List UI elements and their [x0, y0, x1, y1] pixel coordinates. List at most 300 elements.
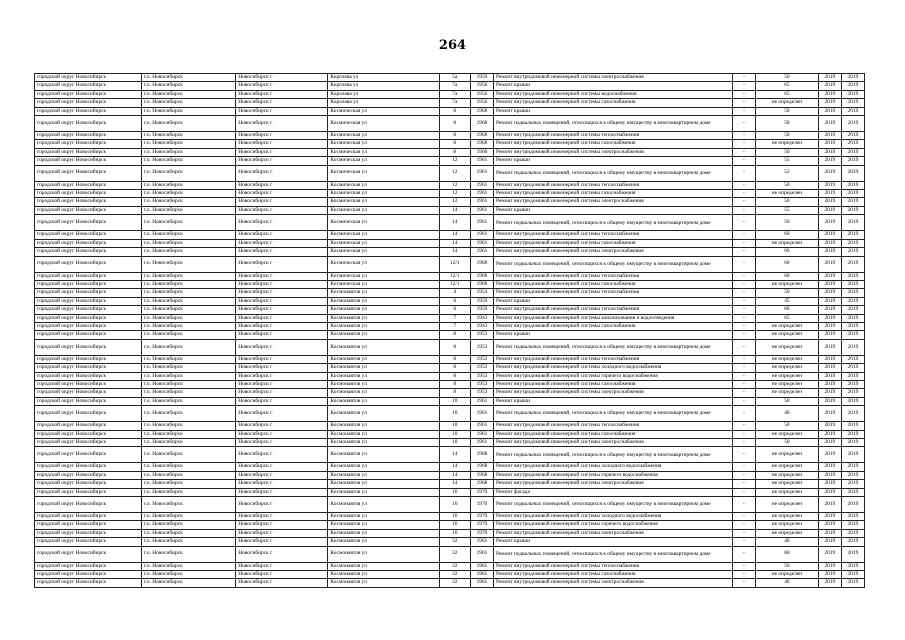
- dash-cell: -: [732, 306, 755, 314]
- end-year-cell: 2019: [841, 231, 864, 239]
- table-row: [35, 82, 865, 90]
- build-year-cell: 1961: [470, 562, 493, 570]
- district-cell: городской округ Новосибирск: [35, 215, 142, 231]
- street-cell: Космонавтов ул: [328, 471, 439, 479]
- district-cell: городской округ Новосибирск: [35, 140, 142, 148]
- district-cell: городской округ Новосибирск: [35, 521, 142, 529]
- work-type-cell: Ремонт внутридомовой инженерной системы газоснабжения: [493, 322, 732, 330]
- build-year-cell: 1943: [470, 314, 493, 322]
- build-year-cell: 1953: [470, 389, 493, 397]
- dash-cell: -: [732, 406, 755, 422]
- cost-cell: 60: [755, 546, 818, 562]
- okrug-cell: г.о. Новосибирск: [141, 521, 235, 529]
- city-cell: Новосибирск г: [236, 148, 328, 156]
- build-year-cell: 1959: [470, 306, 493, 314]
- city-cell: Новосибирск г: [236, 422, 328, 430]
- start-year-cell: 2019: [818, 107, 841, 115]
- cost-cell: 50: [755, 107, 818, 115]
- build-year-cell: 1960: [470, 132, 493, 140]
- build-year-cell: 1953: [470, 355, 493, 363]
- work-type-cell: Ремонт крыши: [493, 157, 732, 165]
- district-cell: городской округ Новосибирск: [35, 280, 142, 288]
- street-cell: Космическая ул: [328, 215, 439, 231]
- street-cell: Королева ул: [328, 74, 439, 82]
- cost-cell: не определен: [755, 529, 818, 537]
- table-row: [35, 463, 865, 471]
- end-year-cell: 2019: [841, 397, 864, 405]
- house-cell: 14: [439, 206, 470, 214]
- start-year-cell: 2019: [818, 480, 841, 488]
- start-year-cell: 2019: [818, 364, 841, 372]
- work-type-cell: Ремонт внутридомовой инженерной системы газоснабжения: [493, 99, 732, 107]
- okrug-cell: г.о. Новосибирск: [141, 82, 235, 90]
- dash-cell: -: [732, 521, 755, 529]
- city-cell: Новосибирск г: [236, 497, 328, 513]
- start-year-cell: 2019: [818, 497, 841, 513]
- end-year-cell: 2019: [841, 529, 864, 537]
- cost-cell: 50: [755, 198, 818, 206]
- end-year-cell: 2019: [841, 480, 864, 488]
- district-cell: городской округ Новосибирск: [35, 116, 142, 132]
- street-cell: Космическая ул: [328, 248, 439, 256]
- work-type-cell: Ремонт подвальных помещений, относящихся к общему имуществу в многоквартирном доме: [493, 406, 732, 422]
- okrug-cell: г.о. Новосибирск: [141, 322, 235, 330]
- house-cell: 7: [439, 314, 470, 322]
- work-type-cell: Ремонт внутридомовой инженерной системы водоснабжения: [493, 90, 732, 98]
- dash-cell: -: [732, 339, 755, 355]
- city-cell: Новосибирск г: [236, 198, 328, 206]
- start-year-cell: 2019: [818, 74, 841, 82]
- district-cell: городской округ Новосибирск: [35, 90, 142, 98]
- dash-cell: -: [732, 90, 755, 98]
- end-year-cell: 2019: [841, 372, 864, 380]
- cost-cell: 50: [755, 132, 818, 140]
- dash-cell: -: [732, 422, 755, 430]
- house-cell: 10: [439, 430, 470, 438]
- work-type-cell: Ремонт внутридомовой инженерной системы газоснабжения: [493, 571, 732, 579]
- end-year-cell: 2019: [841, 314, 864, 322]
- build-year-cell: 1970: [470, 529, 493, 537]
- city-cell: Новосибирск г: [236, 538, 328, 546]
- table-row: [35, 256, 865, 272]
- district-cell: городской округ Новосибирск: [35, 480, 142, 488]
- okrug-cell: г.о. Новосибирск: [141, 447, 235, 463]
- work-type-cell: Ремонт внутридомовой инженерной системы электроснабжения: [493, 529, 732, 537]
- end-year-cell: 2019: [841, 82, 864, 90]
- table-row: [35, 157, 865, 165]
- table-row: [35, 132, 865, 140]
- cost-cell: не определен: [755, 140, 818, 148]
- house-cell: 14: [439, 231, 470, 239]
- district-cell: городской округ Новосибирск: [35, 447, 142, 463]
- district-cell: городской округ Новосибирск: [35, 148, 142, 156]
- street-cell: Космонавтов ул: [328, 579, 439, 587]
- end-year-cell: 2019: [841, 389, 864, 397]
- city-cell: Новосибирск г: [236, 157, 328, 165]
- build-year-cell: 1954: [470, 289, 493, 297]
- end-year-cell: 2019: [841, 538, 864, 546]
- district-cell: городской округ Новосибирск: [35, 206, 142, 214]
- district-cell: городской округ Новосибирск: [35, 314, 142, 322]
- cost-cell: не определен: [755, 280, 818, 288]
- okrug-cell: г.о. Новосибирск: [141, 314, 235, 322]
- district-cell: городской округ Новосибирск: [35, 430, 142, 438]
- cost-cell: 50: [755, 74, 818, 82]
- dash-cell: -: [732, 497, 755, 513]
- house-cell: 32: [439, 538, 470, 546]
- table-row: [35, 546, 865, 562]
- street-cell: Космическая ул: [328, 198, 439, 206]
- work-type-cell: Ремонт внутридомовой инженерной системы газоснабжения: [493, 140, 732, 148]
- city-cell: Новосибирск г: [236, 99, 328, 107]
- table-row: [35, 215, 865, 231]
- okrug-cell: г.о. Новосибирск: [141, 280, 235, 288]
- build-year-cell: 1961: [470, 231, 493, 239]
- city-cell: Новосибирск г: [236, 397, 328, 405]
- cost-cell: не определен: [755, 430, 818, 438]
- house-cell: 7а: [439, 82, 470, 90]
- cost-cell: не определен: [755, 380, 818, 388]
- end-year-cell: 2019: [841, 562, 864, 570]
- cost-cell: не определен: [755, 355, 818, 363]
- work-type-cell: Ремонт крыши: [493, 331, 732, 339]
- okrug-cell: г.о. Новосибирск: [141, 90, 235, 98]
- build-year-cell: 1970: [470, 521, 493, 529]
- city-cell: Новосибирск г: [236, 132, 328, 140]
- district-cell: городской округ Новосибирск: [35, 107, 142, 115]
- work-type-cell: Ремонт внутридомовой инженерной системы газоснабжения: [493, 280, 732, 288]
- table-row: [35, 198, 865, 206]
- house-cell: 5а: [439, 74, 470, 82]
- cost-cell: 65: [755, 314, 818, 322]
- district-cell: городской округ Новосибирск: [35, 82, 142, 90]
- build-year-cell: 1953: [470, 331, 493, 339]
- cost-cell: не определен: [755, 480, 818, 488]
- district-cell: городской округ Новосибирск: [35, 364, 142, 372]
- city-cell: Новосибирск г: [236, 364, 328, 372]
- city-cell: Новосибирск г: [236, 248, 328, 256]
- end-year-cell: 2019: [841, 239, 864, 247]
- street-cell: Космическая ул: [328, 280, 439, 288]
- city-cell: Новосибирск г: [236, 297, 328, 305]
- okrug-cell: г.о. Новосибирск: [141, 529, 235, 537]
- city-cell: Новосибирск г: [236, 314, 328, 322]
- start-year-cell: 2019: [818, 190, 841, 198]
- work-type-cell: Ремонт внутридомовой инженерной системы теплоснабжения: [493, 306, 732, 314]
- city-cell: Новосибирск г: [236, 488, 328, 496]
- okrug-cell: г.о. Новосибирск: [141, 480, 235, 488]
- house-cell: 14: [439, 471, 470, 479]
- table-row: [35, 513, 865, 521]
- work-type-cell: Ремонт внутридомовой инженерной системы теплоснабжения: [493, 231, 732, 239]
- street-cell: Космонавтов ул: [328, 488, 439, 496]
- cost-cell: 50: [755, 181, 818, 189]
- table-row: [35, 297, 865, 305]
- okrug-cell: г.о. Новосибирск: [141, 497, 235, 513]
- end-year-cell: 2019: [841, 248, 864, 256]
- start-year-cell: 2019: [818, 248, 841, 256]
- district-cell: городской округ Новосибирск: [35, 529, 142, 537]
- work-type-cell: Ремонт подвальных помещений, относящихся к общему имуществу в многоквартирном доме: [493, 165, 732, 181]
- repair-schedule-table: [34, 73, 865, 588]
- okrug-cell: г.о. Новосибирск: [141, 165, 235, 181]
- house-cell: 12: [439, 198, 470, 206]
- end-year-cell: 2019: [841, 157, 864, 165]
- build-year-cell: 1960: [470, 140, 493, 148]
- cost-cell: 58: [755, 116, 818, 132]
- city-cell: Новосибирск г: [236, 289, 328, 297]
- start-year-cell: 2019: [818, 406, 841, 422]
- end-year-cell: 2019: [841, 190, 864, 198]
- build-year-cell: 1956: [470, 90, 493, 98]
- table-row: [35, 272, 865, 280]
- district-cell: городской округ Новосибирск: [35, 157, 142, 165]
- end-year-cell: 2019: [841, 497, 864, 513]
- district-cell: городской округ Новосибирск: [35, 380, 142, 388]
- city-cell: Новосибирск г: [236, 116, 328, 132]
- work-type-cell: Ремонт подвальных помещений, относящихся к общему имуществу в многоквартирном доме: [493, 546, 732, 562]
- district-cell: городской округ Новосибирск: [35, 439, 142, 447]
- cost-cell: 52: [755, 165, 818, 181]
- house-cell: 8: [439, 132, 470, 140]
- house-cell: 10: [439, 397, 470, 405]
- table-row: [35, 579, 865, 587]
- work-type-cell: Ремонт внутридомовой инженерной системы электроснабжения: [493, 198, 732, 206]
- house-cell: 16: [439, 513, 470, 521]
- table-row: [35, 364, 865, 372]
- okrug-cell: г.о. Новосибирск: [141, 406, 235, 422]
- street-cell: Космическая ул: [328, 140, 439, 148]
- cost-cell: не определен: [755, 488, 818, 496]
- end-year-cell: 2019: [841, 289, 864, 297]
- okrug-cell: г.о. Новосибирск: [141, 372, 235, 380]
- build-year-cell: 1961: [470, 538, 493, 546]
- house-cell: 32: [439, 546, 470, 562]
- house-cell: 32: [439, 562, 470, 570]
- street-cell: Космическая ул: [328, 116, 439, 132]
- build-year-cell: 1961: [470, 439, 493, 447]
- start-year-cell: 2019: [818, 297, 841, 305]
- table-row: [35, 289, 865, 297]
- cost-cell: не определен: [755, 339, 818, 355]
- district-cell: городской округ Новосибирск: [35, 422, 142, 430]
- dash-cell: -: [732, 99, 755, 107]
- table-row: [35, 397, 865, 405]
- table-row: [35, 430, 865, 438]
- okrug-cell: г.о. Новосибирск: [141, 471, 235, 479]
- dash-cell: -: [732, 529, 755, 537]
- cost-cell: 50: [755, 439, 818, 447]
- work-type-cell: Ремонт подвальных помещений, относящихся к общему имуществу в многоквартирном доме: [493, 256, 732, 272]
- okrug-cell: г.о. Новосибирск: [141, 190, 235, 198]
- table-row: [35, 280, 865, 288]
- city-cell: Новосибирск г: [236, 463, 328, 471]
- build-year-cell: 1961: [470, 430, 493, 438]
- dash-cell: -: [732, 148, 755, 156]
- build-year-cell: 1961: [470, 239, 493, 247]
- house-cell: 12: [439, 190, 470, 198]
- start-year-cell: 2019: [818, 165, 841, 181]
- start-year-cell: 2019: [818, 579, 841, 587]
- street-cell: Королева ул: [328, 99, 439, 107]
- district-cell: городской округ Новосибирск: [35, 231, 142, 239]
- street-cell: Космическая ул: [328, 190, 439, 198]
- street-cell: Космонавтов ул: [328, 380, 439, 388]
- okrug-cell: г.о. Новосибирск: [141, 538, 235, 546]
- cost-cell: 45: [755, 297, 818, 305]
- work-type-cell: Ремонт крыши: [493, 538, 732, 546]
- build-year-cell: 1970: [470, 488, 493, 496]
- build-year-cell: 1968: [470, 480, 493, 488]
- end-year-cell: 2019: [841, 430, 864, 438]
- dash-cell: -: [732, 256, 755, 272]
- house-cell: 8: [439, 116, 470, 132]
- okrug-cell: г.о. Новосибирск: [141, 289, 235, 297]
- table-row: [35, 447, 865, 463]
- table-row: [35, 562, 865, 570]
- dash-cell: -: [732, 165, 755, 181]
- table-row: [35, 99, 865, 107]
- city-cell: Новосибирск г: [236, 447, 328, 463]
- okrug-cell: г.о. Новосибирск: [141, 132, 235, 140]
- okrug-cell: г.о. Новосибирск: [141, 579, 235, 587]
- table-row: [35, 538, 865, 546]
- dash-cell: -: [732, 157, 755, 165]
- cost-cell: 55: [755, 157, 818, 165]
- start-year-cell: 2019: [818, 272, 841, 280]
- build-year-cell: 1961: [470, 546, 493, 562]
- work-type-cell: Ремонт внутридомовой инженерной системы холодного водоснабжения: [493, 463, 732, 471]
- city-cell: Новосибирск г: [236, 439, 328, 447]
- dash-cell: -: [732, 331, 755, 339]
- cost-cell: 60: [755, 306, 818, 314]
- dash-cell: -: [732, 389, 755, 397]
- house-cell: 12/1: [439, 272, 470, 280]
- street-cell: Космонавтов ул: [328, 571, 439, 579]
- dash-cell: -: [732, 447, 755, 463]
- okrug-cell: г.о. Новосибирск: [141, 215, 235, 231]
- house-cell: 7а: [439, 90, 470, 98]
- city-cell: Новосибирск г: [236, 546, 328, 562]
- city-cell: Новосибирск г: [236, 82, 328, 90]
- table-row: [35, 248, 865, 256]
- work-type-cell: Ремонт крыши: [493, 397, 732, 405]
- cost-cell: не определен: [755, 497, 818, 513]
- start-year-cell: 2019: [818, 562, 841, 570]
- city-cell: Новосибирск г: [236, 322, 328, 330]
- cost-cell: не определен: [755, 571, 818, 579]
- start-year-cell: 2019: [818, 546, 841, 562]
- district-cell: городской округ Новосибирск: [35, 562, 142, 570]
- house-cell: 8: [439, 389, 470, 397]
- cost-cell: 60: [755, 231, 818, 239]
- build-year-cell: 1961: [470, 157, 493, 165]
- dash-cell: -: [732, 140, 755, 148]
- dash-cell: -: [732, 579, 755, 587]
- end-year-cell: 2019: [841, 165, 864, 181]
- build-year-cell: 1961: [470, 198, 493, 206]
- build-year-cell: 1961: [470, 406, 493, 422]
- start-year-cell: 2019: [818, 132, 841, 140]
- district-cell: городской округ Новосибирск: [35, 322, 142, 330]
- okrug-cell: г.о. Новосибирск: [141, 116, 235, 132]
- end-year-cell: 2019: [841, 331, 864, 339]
- start-year-cell: 2019: [818, 206, 841, 214]
- dash-cell: -: [732, 364, 755, 372]
- cost-cell: 65: [755, 90, 818, 98]
- work-type-cell: Ремонт фасада: [493, 488, 732, 496]
- street-cell: Космонавтов ул: [328, 562, 439, 570]
- build-year-cell: 1961: [470, 215, 493, 231]
- dash-cell: -: [732, 82, 755, 90]
- end-year-cell: 2019: [841, 339, 864, 355]
- build-year-cell: 1968: [470, 463, 493, 471]
- cost-cell: 50: [755, 397, 818, 405]
- dash-cell: -: [732, 74, 755, 82]
- table-row: [35, 488, 865, 496]
- work-type-cell: Ремонт внутридомовой инженерной системы электроснабжения: [493, 439, 732, 447]
- build-year-cell: 1956: [470, 82, 493, 90]
- street-cell: Космонавтов ул: [328, 355, 439, 363]
- work-type-cell: Ремонт внутридомовой инженерной системы теплоснабжения: [493, 181, 732, 189]
- city-cell: Новосибирск г: [236, 389, 328, 397]
- district-cell: городской округ Новосибирск: [35, 74, 142, 82]
- work-type-cell: Ремонт внутридомовой инженерной системы электроснабжения: [493, 248, 732, 256]
- city-cell: Новосибирск г: [236, 480, 328, 488]
- district-cell: городской округ Новосибирск: [35, 372, 142, 380]
- street-cell: Космическая ул: [328, 206, 439, 214]
- dash-cell: -: [732, 297, 755, 305]
- cost-cell: не определен: [755, 364, 818, 372]
- cost-cell: 40: [755, 538, 818, 546]
- city-cell: Новосибирск г: [236, 272, 328, 280]
- work-type-cell: Ремонт внутридомовой инженерной системы газоснабжения: [493, 380, 732, 388]
- start-year-cell: 2019: [818, 389, 841, 397]
- end-year-cell: 2019: [841, 364, 864, 372]
- city-cell: Новосибирск г: [236, 430, 328, 438]
- end-year-cell: 2019: [841, 74, 864, 82]
- house-cell: 6: [439, 297, 470, 305]
- dash-cell: -: [732, 181, 755, 189]
- district-cell: городской округ Новосибирск: [35, 272, 142, 280]
- dash-cell: -: [732, 546, 755, 562]
- build-year-cell: 1968: [470, 447, 493, 463]
- cost-cell: 50: [755, 148, 818, 156]
- end-year-cell: 2019: [841, 571, 864, 579]
- street-cell: Космонавтов ул: [328, 422, 439, 430]
- city-cell: Новосибирск г: [236, 471, 328, 479]
- end-year-cell: 2019: [841, 439, 864, 447]
- end-year-cell: 2019: [841, 297, 864, 305]
- dash-cell: -: [732, 239, 755, 247]
- work-type-cell: Ремонт внутридомовой инженерной системы канализования и водоотведения: [493, 314, 732, 322]
- start-year-cell: 2019: [818, 231, 841, 239]
- district-cell: городской округ Новосибирск: [35, 397, 142, 405]
- district-cell: городской округ Новосибирск: [35, 306, 142, 314]
- cost-cell: 50: [755, 562, 818, 570]
- cost-cell: 55: [755, 206, 818, 214]
- house-cell: 8: [439, 331, 470, 339]
- dash-cell: -: [732, 380, 755, 388]
- city-cell: Новосибирск г: [236, 239, 328, 247]
- work-type-cell: Ремонт внутридомовой инженерной системы горячего водоснабжения: [493, 521, 732, 529]
- okrug-cell: г.о. Новосибирск: [141, 571, 235, 579]
- okrug-cell: г.о. Новосибирск: [141, 297, 235, 305]
- okrug-cell: г.о. Новосибирск: [141, 198, 235, 206]
- dash-cell: -: [732, 272, 755, 280]
- street-cell: Космонавтов ул: [328, 397, 439, 405]
- table-row: [35, 571, 865, 579]
